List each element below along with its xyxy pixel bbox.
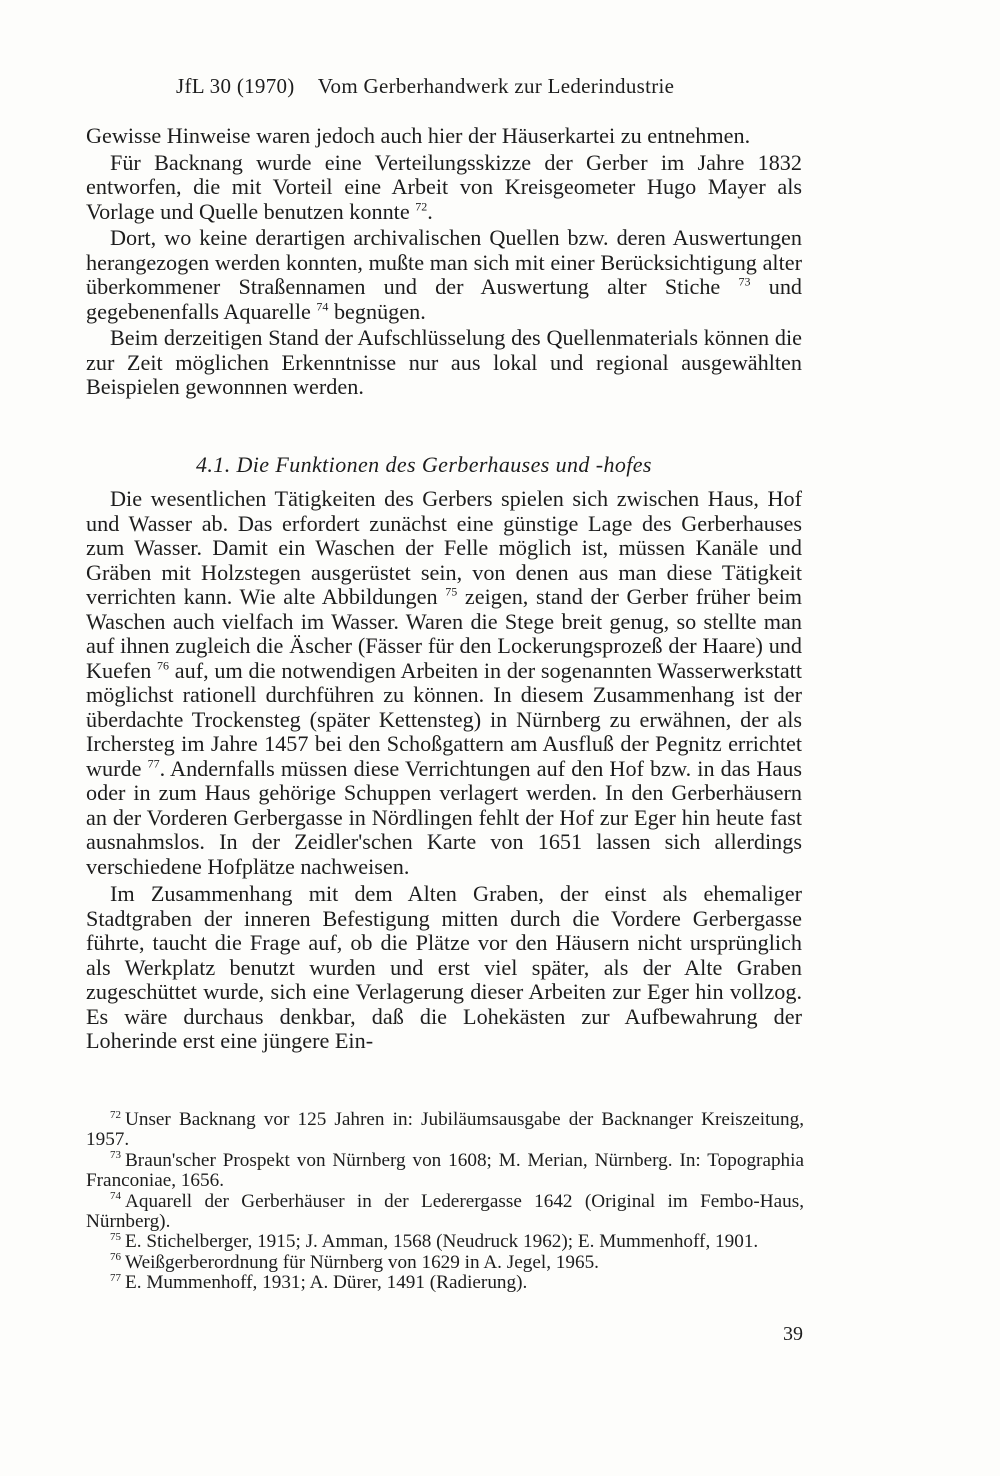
paragraph-text: zeigen, stand der Gerber früher beim Waschen auch vielfach im Wasser. Waren die Stege breit genug, so stellte man auf ihnen zugleich die Äscher (Fässer für den Lockerungsprozeß der Haare) und Kuefen bbox=[86, 584, 802, 683]
paragraph-text: Beim derzeitigen Stand der Aufschlüsselung des Quellenmaterials können die zur Zeit möglichen Erkenntnisse nur aus lokal und regional ausgewählten Beispielen gewonnnen werden. bbox=[86, 325, 802, 399]
footnote-reference: 77 bbox=[147, 756, 160, 771]
paragraph-text: und gegebenenfalls Aquarelle bbox=[86, 274, 803, 324]
footnote bbox=[86, 1110, 804, 1151]
paragraph bbox=[86, 326, 802, 400]
footnote-number: 72 bbox=[110, 1108, 121, 1121]
footnote-reference: 72 bbox=[415, 199, 428, 214]
footnote-text: Aquarell der Gerberhäuser in der Lederergasse 1642 (Original im Fembo-Haus, Nürnberg). bbox=[86, 1190, 804, 1233]
footnote-reference: 73 bbox=[738, 274, 751, 289]
footnote-text: E. Stichelberger, 1915; J. Amman, 1568 (Neudruck 1962); E. Mummenhoff, 1901. bbox=[125, 1231, 759, 1253]
footnotes bbox=[86, 1110, 804, 1294]
paragraph-text: . Andernfalls müssen diese Verrichtungen auf den Hof bzw. in das Haus oder in zum Haus gehörige Schuppen verlagert werden. In den Gerberhäusern an der Vorderen Gerbergasse in Nördlingen fehlt der Hof zur Eger hin heute fast ausnahmslos. In der Zeidler'schen Karte von 1651 lassen sich allerdings verschiedene Hofplätze nachweisen. bbox=[86, 755, 802, 879]
paragraph-text: Die wesentlichen Tätigkeiten des Gerbers spielen sich zwischen Haus, Hof und Wasser ab. Das erfordert zunächst eine günstige Lage des Gerberhauses zum Wasser. Damit ein Waschen der Felle möglich ist, müssen Kanäle und Gräben mit Holzstegen ausgerüstet sein, von denen aus man diese Tätigkeit verrichten kann. Wie alte Abbildungen bbox=[86, 486, 802, 609]
footnote-text: Braun'scher Prospekt von Nürnberg von 1608; M. Merian, Nürnberg. In: Topographia Franconiae, 1656. bbox=[86, 1149, 804, 1192]
paragraph-text: Im Zusammenhang mit dem Alten Graben, der einst als ehemaliger Stadtgraben der inneren Befestigung mitten durch die Vordere Gerbergasse führte, taucht die Frage auf, ob die Plätze vor den Häusern nicht ursprünglich als Werkplatz benutzt wurden und erst viel später, als der Alte Graben zugeschüttet wurde, sich eine Verlagerung dieser Arbeiten zur Eger hin vollzog. Es wäre durchaus denkbar, daß die Lohekästen zur Aufbewahrung der Loherinde erst eine jüngere Ein- bbox=[86, 881, 802, 1053]
footnote-number: 73 bbox=[110, 1149, 121, 1162]
footnote-text: Weißgerberordnung für Nürnberg von 1629 in A. Jegel, 1965. bbox=[125, 1251, 599, 1273]
footnote-reference: 76 bbox=[157, 658, 170, 673]
paragraph-text: Gewisse Hinweise waren jedoch auch hier der Häuserkartei zu entnehmen. bbox=[86, 123, 751, 148]
body-text-block-2 bbox=[86, 487, 802, 1057]
footnote-reference: 75 bbox=[445, 584, 458, 599]
paragraph-text: begnügen. bbox=[328, 298, 426, 324]
footnote bbox=[86, 1151, 804, 1192]
paragraph bbox=[86, 882, 802, 1054]
footnote bbox=[86, 1192, 804, 1233]
paragraph-text: . bbox=[427, 198, 433, 224]
footnote-number: 74 bbox=[110, 1190, 121, 1203]
footnote-text: Unser Backnang vor 125 Jahren in: Jubiläumsausgabe der Backnanger Kreiszeitung, 1957. bbox=[86, 1109, 804, 1151]
footnote-number: 75 bbox=[110, 1231, 121, 1244]
footnote bbox=[86, 1253, 804, 1273]
footnote bbox=[86, 1232, 804, 1252]
footnote-number: 76 bbox=[110, 1251, 121, 1264]
paragraph bbox=[86, 487, 802, 879]
page-number: 39 bbox=[783, 1323, 803, 1345]
footnote-reference: 74 bbox=[316, 299, 329, 314]
paragraph bbox=[86, 226, 802, 324]
running-head bbox=[176, 74, 674, 99]
paragraph-text: Für Backnang wurde eine Verteilungsskizze der Gerber im Jahre 1832 entworfen, die mit Vorteil eine Arbeit von Kreisgeometer Hugo Mayer als Vorlage und Quelle benutzen konnte bbox=[86, 149, 802, 224]
section-heading: 4.1. Die Funktionen des Gerberhauses und -hofes bbox=[196, 452, 652, 477]
running-head-title: Vom Gerberhandwerk zur Lederindustrie bbox=[317, 74, 675, 98]
footnote-text: E. Mummenhoff, 1931; A. Dürer, 1491 (Radierung). bbox=[125, 1272, 528, 1294]
paragraph bbox=[86, 151, 802, 225]
footnote bbox=[86, 1273, 804, 1293]
body-text-block-1 bbox=[86, 124, 802, 402]
paragraph-text: Dort, wo keine derartigen archivalischen Quellen bzw. deren Auswertungen herangezogen werden konnten, mußte man sich mit einer Berücksichtigung alter überkommener Straßennamen und der Auswertung alter Stiche bbox=[86, 225, 802, 299]
paragraph bbox=[86, 124, 802, 149]
footnote-number: 77 bbox=[110, 1271, 121, 1284]
running-head-journal: JfL 30 (1970) bbox=[176, 74, 295, 98]
paragraph-text: auf, um die notwendigen Arbeiten in der sogenannten Wasserwerkstatt möglichst rationell durchführen zu können. In diesem Zusammenhang ist der überdachte Trockensteg (später Kettensteg) in Nürnberg zu erwähnen, der als Irchersteg im Jahre 1457 bei den Schoßgattern am Ausfluß der Pegnitz errichtet wurde bbox=[86, 657, 802, 781]
